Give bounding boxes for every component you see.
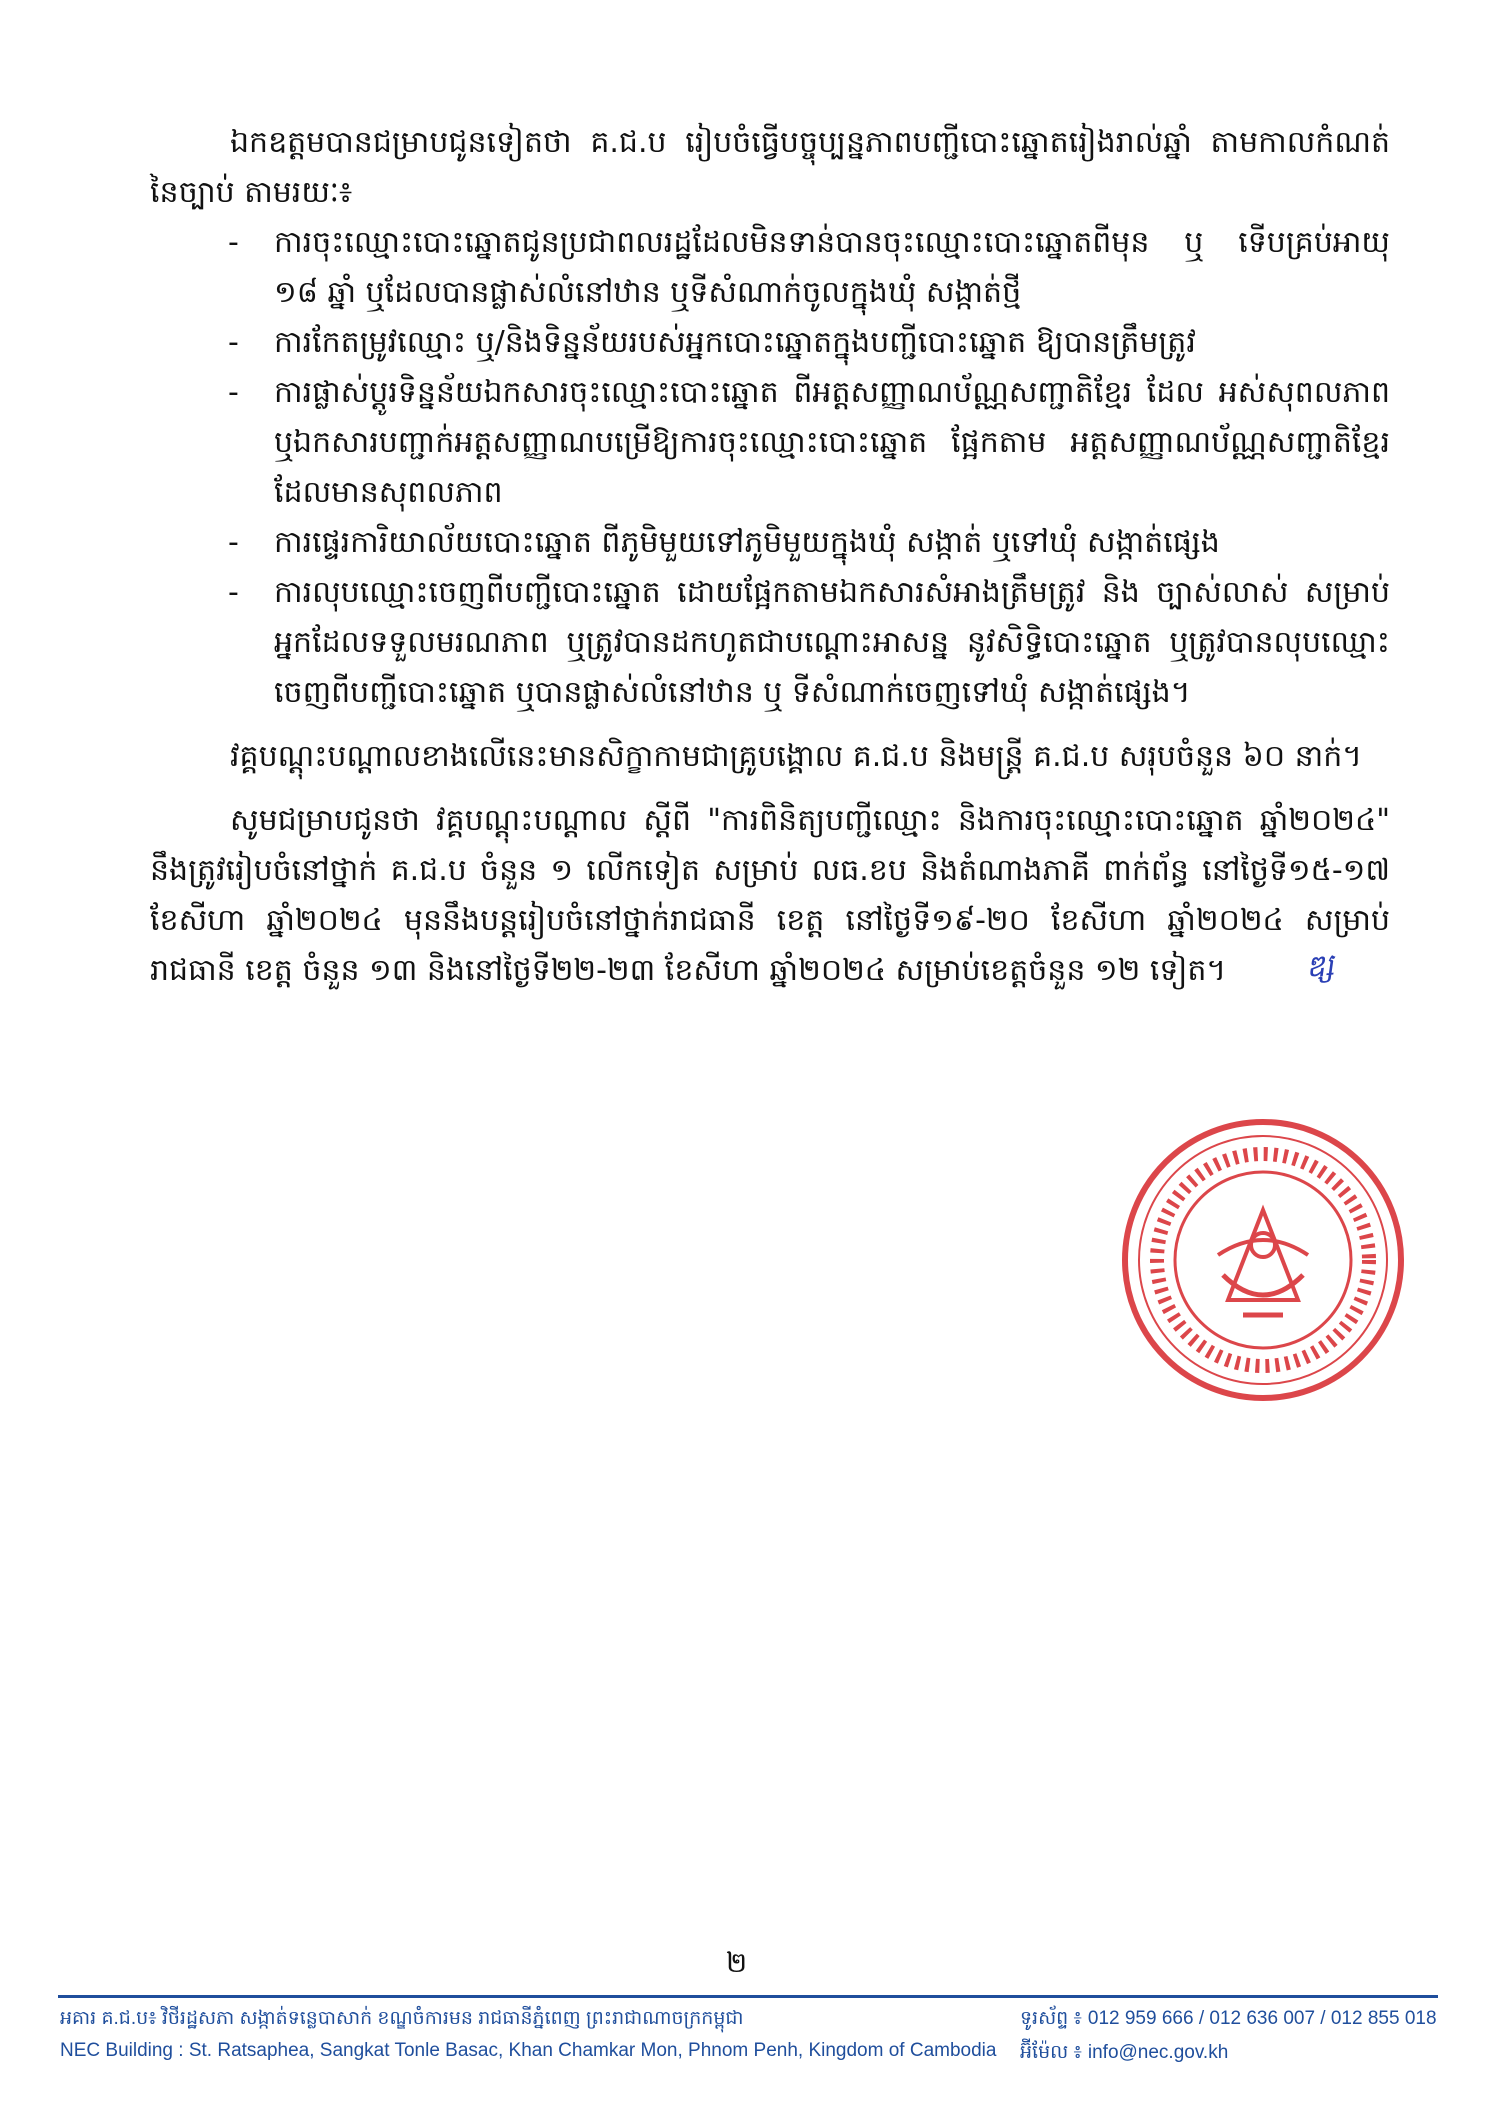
handwritten-initials: ឌ្ស bbox=[1304, 947, 1336, 986]
email-address: info@nec.gov.kh bbox=[1087, 2042, 1229, 2063]
update-methods-list bbox=[150, 218, 1390, 718]
footer-address-english: NEC Building : St. Ratsaphea, Sangkat Tonle Basac, Khan Chamkar Mon, Phnom Penh, Kingdom of Cambodia bbox=[60, 2040, 997, 2061]
bullet-dash: - bbox=[228, 225, 239, 260]
page-number: ២ bbox=[726, 1946, 748, 1979]
phone-label: ទូរស័ព្ទ ៖ bbox=[1020, 2008, 1082, 2029]
list-item bbox=[228, 218, 1390, 318]
bullet-dash: - bbox=[228, 375, 239, 410]
list-item-text: ការចុះឈ្មោះបោះឆ្នោតជូនប្រជាពលរដ្ឋដែលមិនទាន់បានចុះឈ្មោះបោះឆ្នោតពីមុន ឬ ទើបគ្រប់អាយុ ១៨ ឆ្នាំ ឬដែលបានផ្លាស់លំនៅឋាន ឬទីសំណាក់ចូលក្នុងឃុំ សង្កាត់ថ្មី bbox=[274, 225, 1390, 310]
schedule-paragraph bbox=[150, 796, 1390, 996]
footer-divider bbox=[58, 1995, 1438, 1998]
email-label: អ៊ីម៉ែល ៖ bbox=[1020, 2042, 1082, 2063]
list-item bbox=[228, 368, 1390, 518]
list-item-text: ការផ្លាស់ប្តូរទិន្នន័យឯកសារចុះឈ្មោះបោះឆ្នោត ពីអត្តសញ្ញាណប័ណ្ណសញ្ជាតិខ្មែរ ដែល អស់សុពលភាព ឬឯកសារបញ្ជាក់អត្តសញ្ញាណបម្រើឱ្យការចុះឈ្មោះបោះឆ្នោត ផ្អែកតាម អត្តសញ្ញាណប័ណ្ណសញ្ជាតិខ្មែរ ដែលមានសុពលភាព bbox=[274, 375, 1390, 510]
list-item bbox=[228, 568, 1390, 718]
list-item bbox=[228, 518, 1390, 568]
list-item-text: ការលុបឈ្មោះចេញពីបញ្ជីបោះឆ្នោត ដោយផ្អែកតាមឯកសារសំអាងត្រឹមត្រូវ និង ច្បាស់លាស់ សម្រាប់អ្នកដែលទទួលមរណភាព ឬត្រូវបានដកហូតជាបណ្ដោះអាសន្ន នូវសិទ្ធិបោះឆ្នោត ឬត្រូវបានលុបឈ្មោះចេញពីបញ្ជីបោះឆ្នោត ឬបានផ្លាស់លំនៅឋាន ឬ ទីសំណាក់ចេញទៅឃុំ សង្កាត់ផ្សេង។ bbox=[274, 575, 1390, 710]
phone-number: 012 959 666 / 012 636 007 / 012 855 018 bbox=[1087, 2008, 1437, 2029]
footer bbox=[60, 2006, 1440, 2074]
list-item-text: ការកែតម្រូវឈ្មោះ ឬ/និងទិន្នន័យរបស់អ្នកបោះឆ្នោតក្នុងបញ្ជីបោះឆ្នោត ឱ្យបានត្រឹមត្រូវ bbox=[274, 325, 1196, 360]
list-item-text: ការផ្ទេរការិយាល័យបោះឆ្នោត ពីភូមិមួយទៅភូមិមួយក្នុងឃុំ សង្កាត់ ឬទៅឃុំ សង្កាត់ផ្សេង bbox=[274, 525, 1220, 560]
footer-email bbox=[1020, 2040, 1228, 2068]
footer-address-khmer: អគារ គ.ជ.ប៖ វិថីរដ្ឋសភា សង្កាត់ទន្លេបាសាក់ ខណ្ឌចំការមន រាជធានីភ្នំពេញ ព្រះរាជាណាចក្រកម្ពុជា bbox=[60, 2008, 744, 2029]
document-body bbox=[150, 118, 1390, 996]
list-item bbox=[228, 318, 1390, 368]
bullet-dash: - bbox=[228, 325, 239, 360]
footer-phone bbox=[1020, 2006, 1437, 2034]
bullet-dash: - bbox=[228, 525, 239, 560]
attendance-paragraph: វគ្គបណ្តុះបណ្តាលខាងលើនេះមានសិក្ខាកាមជាគ្រូបង្គោល គ.ជ.ប និងមន្ត្រី គ.ជ.ប សរុបចំនួន ៦០ នាក់។ bbox=[230, 739, 1363, 774]
official-seal-icon bbox=[1118, 1115, 1408, 1405]
intro-paragraph: ឯកឧត្តមបានជម្រាបជូនទៀតថា គ.ជ.ប រៀបចំធ្វើបច្ចុប្បន្នភាពបញ្ជីបោះឆ្នោតរៀងរាល់ឆ្នាំ តាមកាលកំណត់នៃច្បាប់ តាមរយៈ៖ bbox=[150, 125, 1390, 210]
schedule-text: សូមជម្រាបជូនថា វគ្គបណ្តុះបណ្តាល ស្តីពី "ការពិនិត្យបញ្ជីឈ្មោះ និងការចុះឈ្មោះបោះឆ្នោត ឆ្នាំ២០២៤" នឹងត្រូវរៀបចំនៅថ្នាក់ គ.ជ.ប ចំនួន ១ លើកទៀត សម្រាប់ លធ.ខប និងតំណាងភាគី ពាក់ព័ន្ធ នៅថ្ងៃទី១៥-១៧ ខែសីហា ឆ្នាំ២០២៤ មុននឹងបន្តរៀបចំនៅថ្នាក់រាជធានី ខេត្ត នៅថ្ងៃទី១៩-២០ ខែសីហា ឆ្នាំ២០២៤ សម្រាប់រាជធានី ខេត្ត ចំនួន ១៣ និងនៅថ្ងៃទី២២-២៣ ខែសីហា ឆ្នាំ២០២៤ សម្រាប់ខេត្តចំនួន ១២ ទៀត។ bbox=[150, 803, 1390, 988]
bullet-dash: - bbox=[228, 575, 239, 610]
